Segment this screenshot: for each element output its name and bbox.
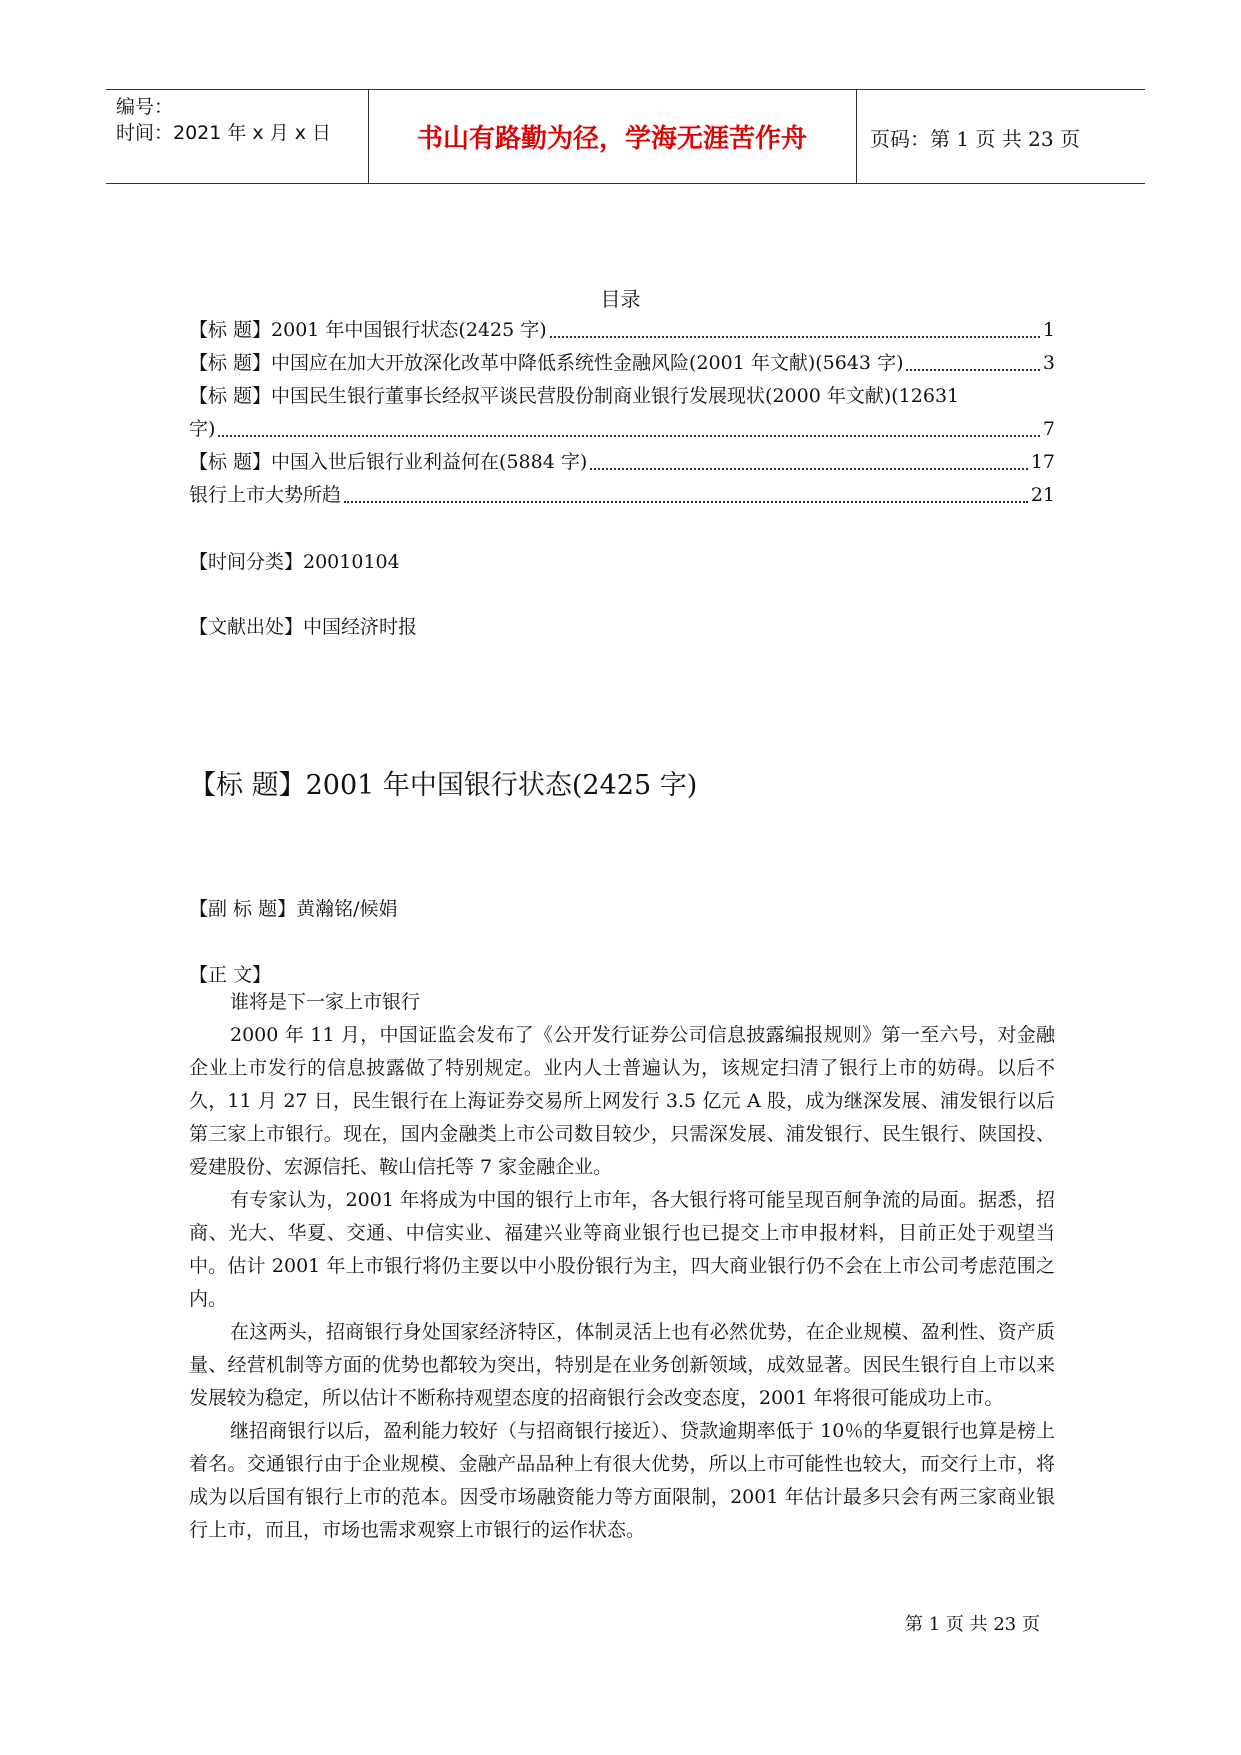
body-paragraph: 2000 年 11 月，中国证监会发布了《公开发行证券公司信息披露编报规则》第一至六号，对金融企业上市发行的信息披露做了特别规定。业内人士普遍认为，该规定扫清了银行上市的妨碍。以后不久，11 月 27 日，民生银行在上海证券交易所上网发行 3.5 亿元 A 股，成为继深发展、浦发银行以后第三家上市银行。现在，国内金融类上市公司数目较少，只需深发展、浦发银行、民生银行、陕国投、爱建股份、宏源信托、鞍山信托等 7 家金融企业。 bbox=[189, 1024, 1055, 1178]
body-paragraph: 谁将是下一家上市银行 bbox=[230, 991, 421, 1013]
header-page-info: 页码：第 1 页 共 23 页 bbox=[870, 127, 1080, 151]
toc-leader-dots bbox=[550, 336, 1040, 338]
document-source: 【文献出处】中国经济时报 bbox=[189, 616, 418, 638]
article-subtitle: 【副 标 题】黄瀚铭/候娟 bbox=[189, 898, 398, 920]
toc-leader-dots bbox=[590, 468, 1028, 470]
toc-entry[interactable] bbox=[189, 314, 1055, 347]
toc-entry-continuation: 字) bbox=[189, 418, 216, 440]
toc-leader-dots bbox=[218, 435, 1039, 437]
toc-title: 目录 bbox=[600, 287, 641, 311]
toc-entry-page: 1 bbox=[1042, 319, 1055, 341]
header-number-label: 编号： bbox=[116, 96, 174, 118]
toc-entry[interactable] bbox=[189, 413, 1055, 446]
toc-entry-page: 21 bbox=[1030, 484, 1055, 506]
toc-entry-title: 【标 题】中国应在加大开放深化改革中降低系统性金融风险(2001 年文献)(5643 字) bbox=[189, 352, 904, 374]
header-time-label: 时间：2021 年 x 月 x 日 bbox=[116, 122, 332, 144]
table-of-contents bbox=[189, 314, 1055, 512]
article-title: 【标 题】2001 年中国银行状态(2425 字) bbox=[189, 770, 698, 801]
page-footer: 第 1 页 共 23 页 bbox=[905, 1614, 1040, 1635]
header-divider bbox=[856, 90, 857, 183]
body-paragraph: 继招商银行以后，盈利能力较好（与招商银行接近）、贷款逾期率低于 10％的华夏银行也算是榜上着名。交通银行由于企业规模、金融产品品种上有很大优势，所以上市可能性也较大，而交行上市，将成为以后国有银行上市的范本。因受市场融资能力等方面限制，2001 年估计最多只会有两三家商业银行上市，而且，市场也需求观察上市银行的运作状态。 bbox=[189, 1420, 1055, 1541]
toc-entry-title: 【标 题】2001 年中国银行状态(2425 字) bbox=[189, 319, 547, 341]
article-body bbox=[189, 986, 1055, 1547]
header-meta bbox=[116, 94, 331, 146]
toc-entry[interactable] bbox=[189, 446, 1055, 479]
toc-entry-page: 7 bbox=[1042, 418, 1055, 440]
toc-entry[interactable] bbox=[189, 479, 1055, 512]
toc-leader-dots bbox=[344, 501, 1028, 503]
body-paragraph: 有专家认为，2001 年将成为中国的银行上市年，各大银行将可能呈现百舸争流的局面。据悉，招商、光大、华夏、交通、中信实业、福建兴业等商业银行也已提交上市申报材料，目前正处于观望当中。估计 2001 年上市银行将仍主要以中小股份银行为主，四大商业银行仍不会在上市公司考虑范围之内。 bbox=[189, 1189, 1055, 1310]
body-paragraph: 在这两头，招商银行身处国家经济特区，体制灵活上也有必然优势，在企业规模、盈利性、资产质量、经营机制等方面的优势也都较为突出，特别是在业务创新领域，成效显著。因民生银行自上市以来发展较为稳定，所以估计不断称持观望态度的招商银行会改变态度，2001 年将很可能成功上市。 bbox=[189, 1321, 1055, 1409]
page-header bbox=[106, 89, 1145, 184]
toc-entry-page: 3 bbox=[1042, 352, 1055, 374]
toc-entry-page: 17 bbox=[1030, 451, 1055, 473]
toc-entry-title[interactable]: 【标 题】中国民生银行董事长经叔平谈民营股份制商业银行发展现状(2000 年文献)(12631 bbox=[189, 385, 960, 407]
header-motto: 书山有路勤为径，学海无涯苦作舟 bbox=[416, 124, 807, 154]
toc-entry[interactable] bbox=[189, 347, 1055, 380]
toc-entry-title: 银行上市大势所趋 bbox=[189, 484, 342, 506]
toc-entry-title: 【标 题】中国入世后银行业利益何在(5884 字) bbox=[189, 451, 588, 473]
toc-leader-dots bbox=[906, 369, 1039, 371]
time-classification: 【时间分类】20010104 bbox=[189, 551, 400, 573]
body-label: 【正 文】 bbox=[189, 964, 272, 986]
